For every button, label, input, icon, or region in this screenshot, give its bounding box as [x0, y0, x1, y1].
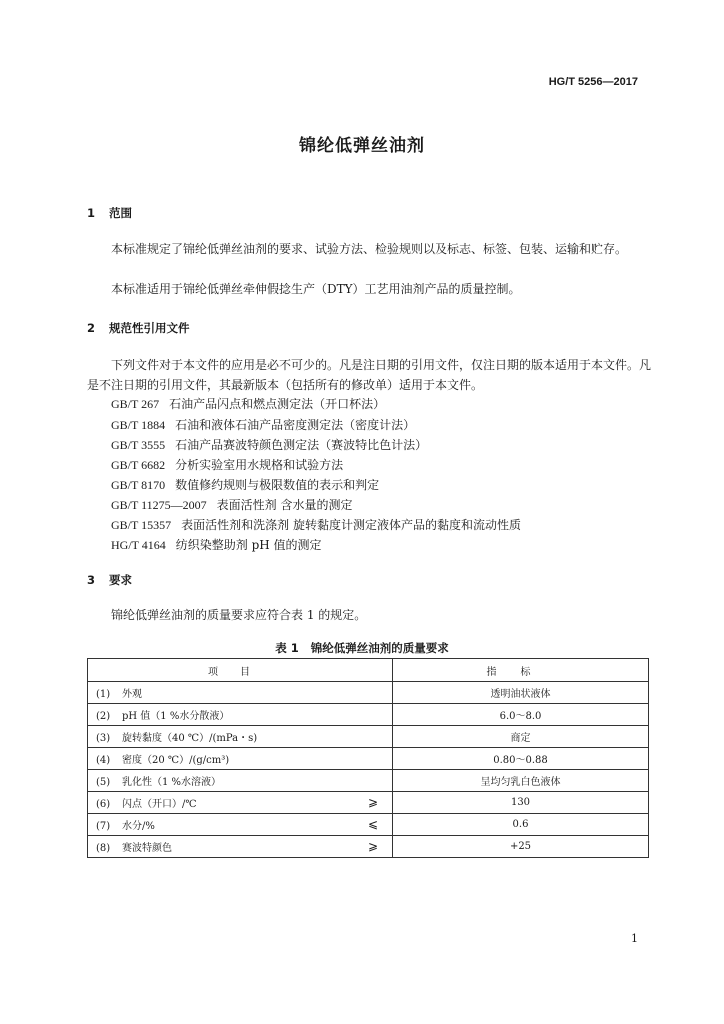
item-cell: [88, 682, 393, 704]
item-name: 密度（20 ℃）/(g/cm³): [122, 755, 230, 766]
section-number: 1: [87, 206, 96, 220]
table-row: [88, 814, 649, 836]
reference-item: [111, 416, 415, 433]
table-caption: [0, 640, 724, 656]
reference-item: [111, 536, 322, 553]
table-row: [88, 682, 649, 704]
reference-code: GB/T 3555: [111, 438, 166, 452]
row-number: (4): [96, 755, 111, 766]
standard-code: HG/T 5256—2017: [548, 76, 638, 88]
item-name: 外观: [122, 689, 142, 700]
item-name: pH 值（1 %水分散液）: [122, 711, 230, 722]
value-cell: 6.0～8.0: [393, 704, 649, 726]
reference-code: GB/T 11275—2007: [111, 498, 207, 512]
table-row: [88, 792, 649, 814]
value-cell: 0.80～0.88: [393, 748, 649, 770]
item-cell: [88, 704, 393, 726]
document-title: 锦纶低弹丝油剂: [299, 136, 425, 156]
header-index: 指标: [393, 659, 649, 682]
reference-title: 石油和液体石油产品密度测定法（密度计法）: [175, 418, 416, 432]
reference-item: [111, 516, 521, 533]
reference-code: GB/T 6682: [111, 458, 166, 472]
table-title: 锦纶低弹丝油剂的质量要求: [310, 641, 449, 655]
reference-code: GB/T 267: [111, 397, 160, 411]
reference-title: 数值修约规则与极限数值的表示和判定: [175, 478, 380, 492]
reference-item: [111, 496, 353, 513]
requirements-paragraph: 锦纶低弹丝油剂的质量要求应符合表 1 的规定。: [111, 608, 367, 622]
table-row: [88, 770, 649, 792]
row-number: (7): [96, 821, 111, 832]
table-row: [88, 748, 649, 770]
row-number: (6): [96, 799, 111, 810]
table-number: 表 1: [275, 641, 299, 655]
item-cell: [88, 726, 393, 748]
item-cell: [88, 836, 393, 858]
reference-item: [111, 395, 385, 412]
item-name: 闪点（开口）/℃: [122, 799, 197, 810]
item-cell: [88, 770, 393, 792]
scope-paragraph-1: 本标准规定了锦纶低弹丝油剂的要求、试验方法、检验规则以及标志、标签、包装、运输和贮存。: [111, 242, 628, 256]
reference-code: HG/T 4164: [111, 538, 166, 552]
reference-code: GB/T 15357: [111, 518, 172, 532]
item-name: 赛波特颜色: [122, 843, 172, 854]
value-cell: 0.6: [393, 814, 649, 836]
item-cell: [88, 814, 393, 836]
reference-title: 石油产品赛波特颜色测定法（赛波特比色计法）: [175, 438, 428, 452]
reference-title: 纺织染整助剂 pH 值的测定: [175, 538, 322, 552]
section-title: 要求: [109, 573, 132, 587]
references-intro: 下列文件对于本文件的应用是必不可少的。凡是注日期的引用文件，仅注日期的版本适用于本文件。凡是不注日期的引用文件，其最新版本（包括所有的修改单）适用于本文件。: [87, 358, 652, 392]
reference-item: [111, 476, 379, 493]
section-number: 3: [87, 573, 96, 587]
value-cell: 130: [393, 792, 649, 814]
value-cell: +25: [393, 836, 649, 858]
reference-title: 表面活性剂和洗涤剂 旋转黏度计测定液体产品的黏度和流动性质: [181, 518, 521, 532]
reference-title: 石油产品闪点和燃点测定法（开口杯法）: [169, 397, 386, 411]
scope-paragraph-2: 本标准适用于锦纶低弹丝牵伸假捻生产（DTY）工艺用油剂产品的质量控制。: [111, 282, 521, 296]
row-number: (1): [96, 689, 111, 700]
operator: ⩾: [367, 795, 378, 809]
quality-requirements-table: [87, 658, 649, 858]
item-cell: [88, 792, 393, 814]
item-name: 水分/%: [122, 821, 155, 832]
reference-code: GB/T 8170: [111, 478, 166, 492]
section-3-heading: [87, 572, 132, 588]
header-item: 项目: [88, 659, 393, 682]
section-title: 规范性引用文件: [109, 321, 190, 335]
reference-title: 分析实验室用水规格和试验方法: [175, 458, 344, 472]
row-number: (2): [96, 711, 111, 722]
page-number: 1: [631, 932, 638, 945]
reference-code: GB/T 1884: [111, 418, 166, 432]
row-number: (3): [96, 733, 111, 744]
reference-title: 表面活性剂 含水量的测定: [216, 498, 353, 512]
reference-item: [111, 436, 427, 453]
operator: ⩽: [367, 817, 378, 831]
item-name: 旋转黏度（40 ℃）/(mPa・s): [122, 733, 258, 744]
section-1-heading: [87, 205, 132, 221]
section-number: 2: [87, 321, 96, 335]
item-name: 乳化性（1 %水溶液）: [122, 777, 222, 788]
value-cell: 商定: [393, 726, 649, 748]
value-cell: 透明油状液体: [393, 682, 649, 704]
table-row: [88, 704, 649, 726]
section-title: 范围: [109, 206, 132, 220]
table-header-row: [88, 659, 649, 682]
reference-item: [111, 456, 343, 473]
row-number: (8): [96, 843, 111, 854]
row-number: (5): [96, 777, 111, 788]
item-cell: [88, 748, 393, 770]
value-cell: 呈均匀乳白色液体: [393, 770, 649, 792]
table-row: [88, 726, 649, 748]
operator: ⩾: [367, 839, 378, 853]
table-row: [88, 836, 649, 858]
section-2-heading: [87, 320, 190, 336]
